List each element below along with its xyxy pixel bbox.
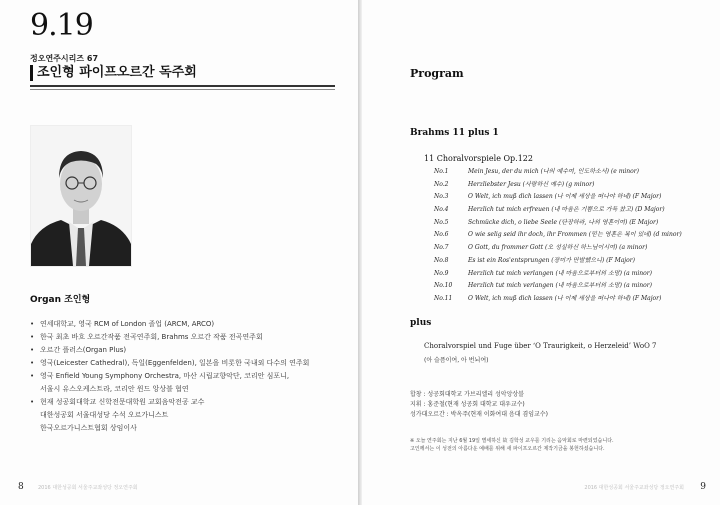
right-page — [362, 0, 720, 505]
piece-number: No.5 — [434, 218, 449, 226]
list-item — [434, 293, 682, 306]
list-item — [434, 268, 682, 281]
bio-item: 대한성공회 서울대성당 수석 오르가니스트 — [40, 411, 169, 419]
page-number-right: 9 — [700, 482, 706, 492]
piece-number: No.10 — [434, 282, 453, 290]
piece-title: O wie selig seid ihr doch, ihr Frommen (믿는 영혼은 복이 있네) (d minor) — [468, 231, 682, 239]
work-heading: 11 Choralvorspiele Op.122 — [424, 154, 533, 163]
list-item — [434, 255, 682, 268]
credit-line: 성가대오르간 : 박옥주(현재 이화여대 음대 겸임교수) — [410, 411, 548, 418]
concert-date: 9.19 — [30, 8, 93, 43]
page-number-left: 8 — [18, 482, 24, 492]
bio-item: • 영국 Enfield Young Symphony Orchestra, 마산 시립교향악단, 코리안 심포니, — [30, 370, 350, 383]
piece-number: No.4 — [434, 206, 449, 214]
piece-title: Herzlich tut mich verlangen (내 마음으로부터의 소망) (a minor) — [468, 269, 652, 277]
piece-title: Herzliebster Jesu (사랑하신 예수) (g minor) — [468, 180, 595, 188]
piece-title: Herzlich tut mich verlangen (내 마음으로부터의 소망) (a minor) — [468, 282, 652, 290]
piece-number: No.1 — [434, 168, 449, 175]
piece-number: No.2 — [434, 180, 449, 188]
piece-title: O Gott, du frommer Gott (오 성실하신 하느님이시여) (a minor) — [468, 244, 648, 252]
list-item — [434, 280, 682, 293]
title-rule — [30, 85, 335, 87]
bio-item: • 현재 성공회대학교 신학전문대학원 교회음악전공 교수 — [30, 396, 350, 409]
bio-item: 한국오르가니스트협회 상임이사 — [40, 424, 137, 432]
bio-item: • 한국 최초 바흐 오르간작품 전곡연주회, Brahms 오르간 작품 전곡연주회 — [30, 331, 350, 344]
note-line: ※ 오늘 연주회는 지난 6월 19일 별세하신 故 김학성 교우를 기리는 음악회로 마련되었습니다. — [410, 438, 614, 444]
footer-left: 2016 대한성공회 서울주교좌성당 정오연주회 — [38, 485, 138, 491]
fuge-subtitle: (아 슬픔이여, 아 번뇌여) — [424, 357, 489, 364]
section-heading-plus: plus — [410, 318, 432, 328]
piece-title: Es ist ein Ros'entsprungen (장미가 만발했으니) (F Major) — [468, 256, 635, 264]
piece-number: No.3 — [434, 193, 449, 201]
performer-label: Organ 조인형 — [30, 295, 91, 305]
series-label: 정오연주시리즈 67 — [30, 54, 99, 63]
section-heading-brahms: Brahms 11 plus 1 — [410, 128, 499, 138]
bio-item: • 영국(Leicester Cathedral), 독일(Eggenfelden), 일본을 비롯한 국내외 다수의 연주회 — [30, 357, 350, 370]
credits-block — [410, 390, 548, 420]
piece-number: No.8 — [434, 256, 449, 264]
credit-line: 지휘 : 홍준철(현재 성공회 대학교 대우교수) — [410, 401, 525, 408]
list-item — [434, 242, 682, 255]
piece-title: O Welt, ich muß dich lassen (나 이제 세상을 떠나야 하네) (F Major) — [468, 294, 662, 302]
bio-item: • 연세대학교, 영국 RCM of London 졸업 (ARCM, ARCO) — [30, 318, 350, 331]
program-heading: Program — [410, 67, 464, 80]
piece-title: Herzlich tut mich erfreuen (내 마음은 기쁨으로 가득 찼고) (D Major) — [468, 206, 665, 214]
performer-bio — [30, 318, 350, 435]
piece-list — [434, 166, 682, 306]
piece-number: No.6 — [434, 231, 449, 239]
piece-number: No.11 — [434, 294, 453, 302]
left-page — [0, 0, 359, 505]
list-item — [434, 191, 682, 204]
bio-item: 서울시 유스오케스트라, 코리안 윈드 앙상블 협연 — [40, 385, 189, 393]
piece-title: Mein Jesu, der du mich (나의 예수여, 인도하소서) (e minor) — [468, 168, 639, 175]
concert-title: 조인형 파이프오르간 독주회 — [30, 65, 197, 81]
list-item — [434, 166, 682, 179]
list-item — [434, 229, 682, 242]
notes-block — [410, 437, 614, 453]
list-item — [434, 217, 682, 230]
piece-title: Schmücke dich, o liebe Seele (단장하라, 나의 영혼이여) (E Major) — [468, 218, 659, 226]
portrait-illustration — [31, 126, 131, 266]
piece-number: No.9 — [434, 269, 449, 277]
note-line: 고인께서는 이 성전의 아름다운 예배를 위해 새 파이프오르간 제작기금을 봉헌하셨습니다. — [410, 446, 605, 452]
piece-title: O Welt, ich muß dich lassen (나 이제 세상을 떠나야 하네) (F Major) — [468, 193, 662, 201]
performer-photo — [30, 125, 132, 267]
credit-line: 합창 : 성공회대학교 가브리엘리 성악앙상블 — [410, 391, 524, 398]
list-item — [434, 204, 682, 217]
title-rule-thin — [30, 89, 335, 90]
piece-number: No.7 — [434, 244, 449, 252]
list-item — [434, 179, 682, 192]
footer-right: 2016 대한성공회 서울주교좌성당 정오연주회 — [584, 485, 684, 491]
bio-item: • 오르간 플러스(Organ Plus) — [30, 344, 350, 357]
fuge-title: Choralvorspiel und Fuge über ‘O Traurigkeit, o Herzeleid’ WoO 7 — [424, 342, 657, 350]
